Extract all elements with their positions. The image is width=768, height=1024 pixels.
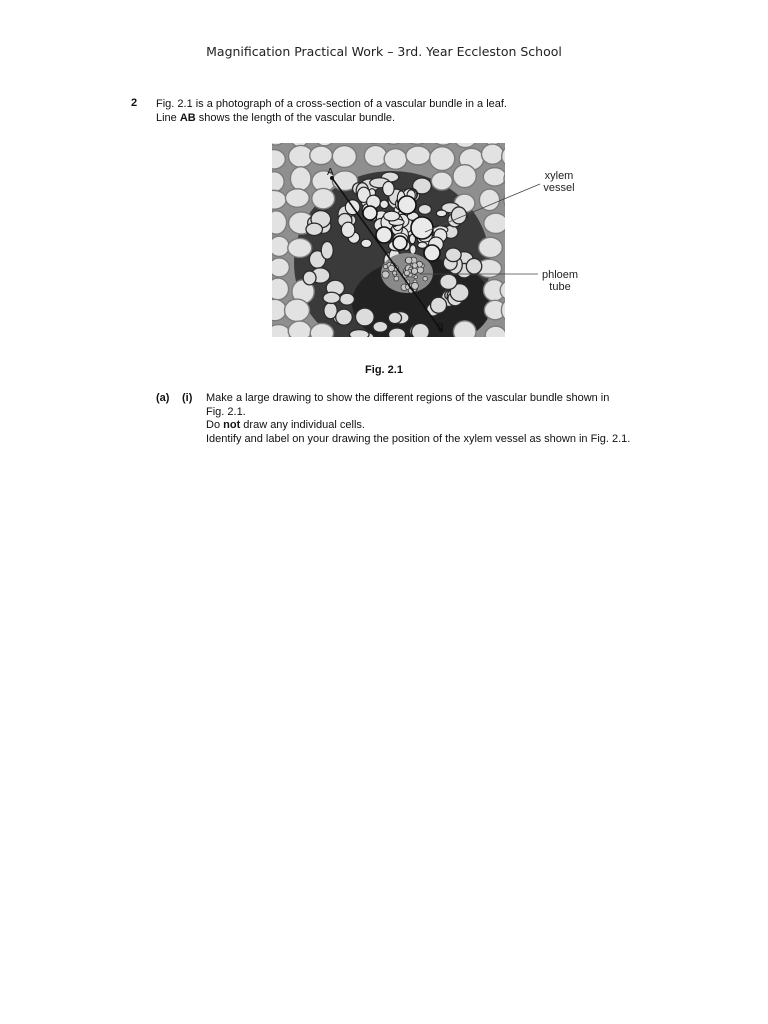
line-ab <box>332 178 441 330</box>
instruction-line-2: Fig. 2.1. <box>206 405 246 418</box>
instruction-line-1: Make a large drawing to show the different regions of the vascular bundle shown in <box>206 392 610 404</box>
instruction-bold-not: not <box>223 419 241 431</box>
figure-caption: Fig. 2.1 <box>365 364 403 376</box>
intro-bold-ab: AB <box>179 112 196 124</box>
label-b: B <box>437 322 444 333</box>
question-number: 2 <box>131 97 138 109</box>
intro-text: shows the length of the vascular bundle. <box>195 112 396 124</box>
label-a: A <box>327 167 334 178</box>
page-header: Magnification Practical Work – 3rd. Year Eccleston School <box>206 44 562 59</box>
xylem-callout-line <box>425 184 540 232</box>
instruction-line-3 <box>206 419 680 433</box>
xylem-vessel-callout <box>536 170 582 194</box>
callout-text: vessel <box>543 182 575 194</box>
instruction-text: Do <box>206 419 224 431</box>
part-instructions <box>206 392 680 446</box>
callout-text: xylem <box>544 170 574 182</box>
part-sub: (i) <box>182 392 193 404</box>
callout-text: phloem <box>541 269 579 281</box>
phloem-tube-callout <box>537 269 583 293</box>
callout-text: tube <box>549 281 571 293</box>
intro-line-1: Fig. 2.1 is a photograph of a cross-section of a vascular bundle in a leaf. <box>156 98 507 110</box>
instruction-text: draw any individual cells. <box>240 419 365 431</box>
intro-text: Line <box>156 112 180 124</box>
instruction-line-4: Identify and label on your drawing the position of the xylem vessel as shown in Fig. 2.1. <box>206 432 631 445</box>
part-letter: (a) <box>156 392 170 404</box>
